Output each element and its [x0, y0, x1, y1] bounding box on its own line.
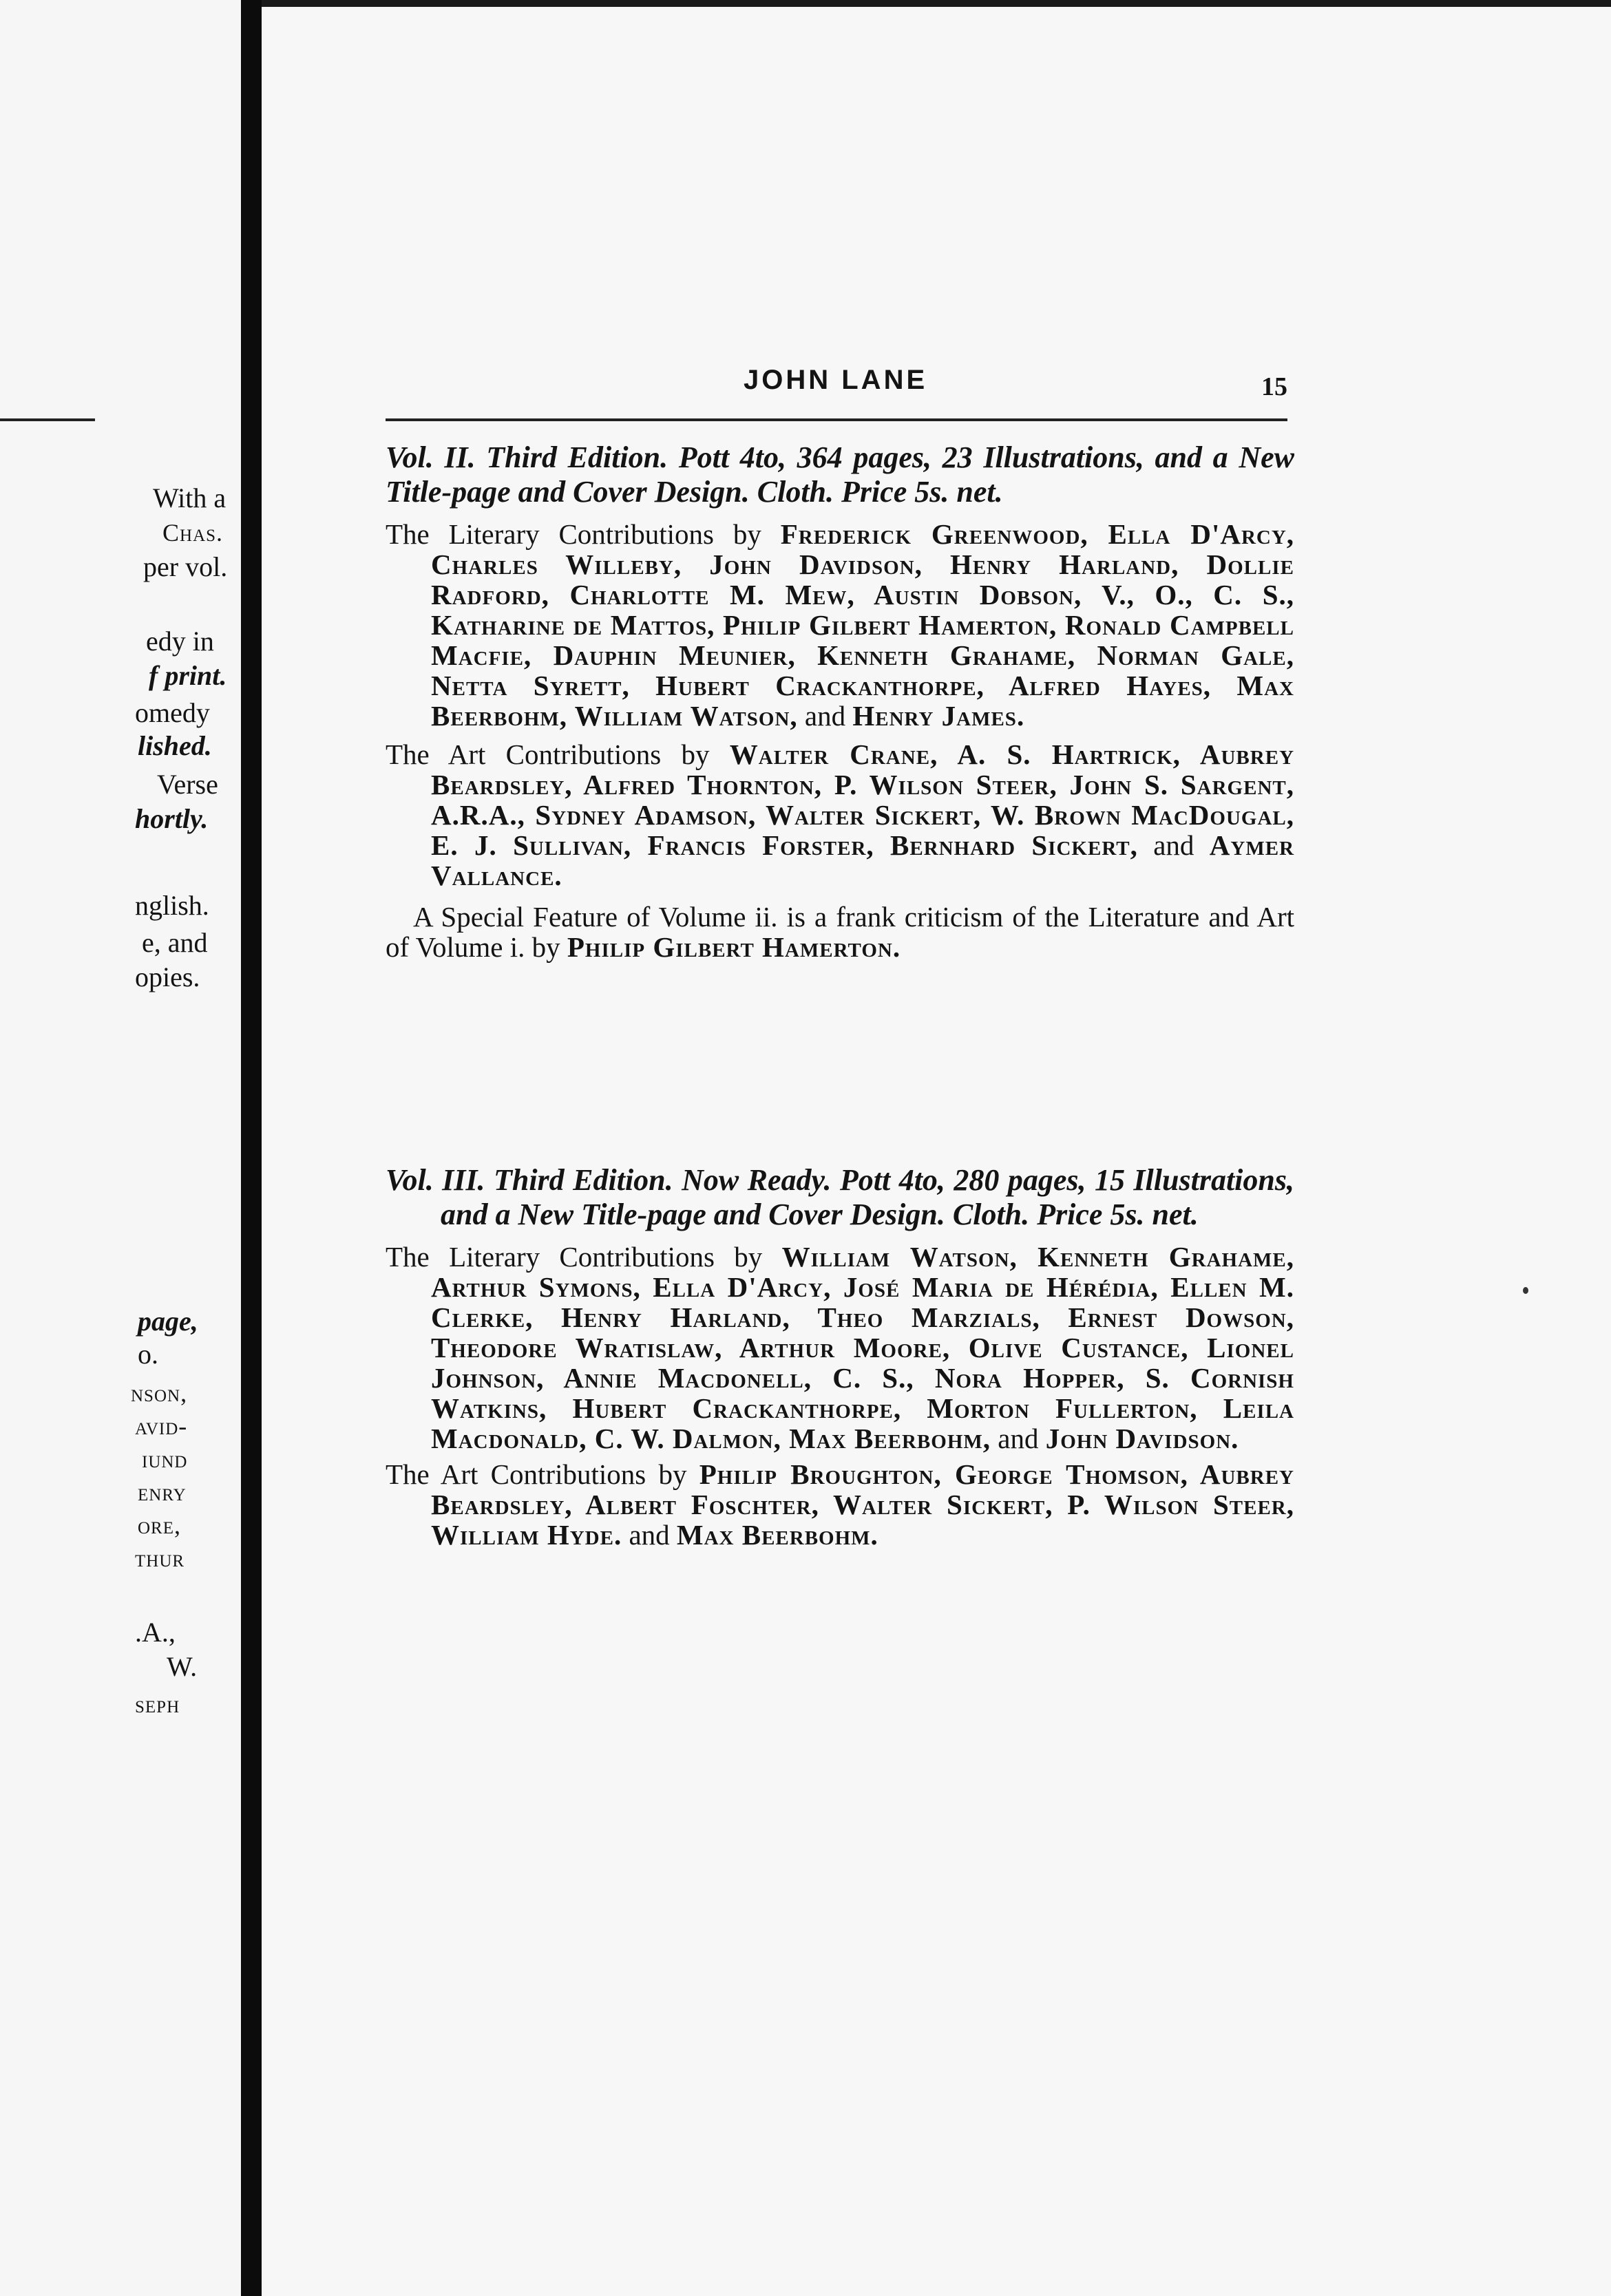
left-fragment: iund	[142, 1445, 188, 1473]
left-fragment: per vol.	[143, 551, 228, 582]
art-last-contributor: Max Beerbohm.	[676, 1519, 878, 1551]
left-fragment: lished.	[138, 730, 212, 761]
art-contributors: Walter Crane, A. S. Hartrick, Aubrey Beardsley, Alfred Thornton, P. Wilson Steer, John S. Sargent, A.R.A., Sydney Adamson, Walter Sickert, W. Brown MacDougal, E. J. Sullivan, Francis Forster, Bernhard Sickert,	[431, 738, 1295, 861]
page-top-edge	[262, 0, 1611, 7]
left-fragment: hortly.	[135, 803, 209, 834]
left-page	[0, 0, 241, 2296]
volume-iii-art-contributions	[386, 1459, 1294, 1550]
left-fragment: f print.	[149, 660, 227, 691]
ink-speck	[1523, 1287, 1528, 1294]
left-page-rule	[0, 418, 95, 421]
literary-last-contributor: Henry James.	[852, 700, 1025, 732]
volume-iii-entry	[386, 1163, 1294, 1550]
page-header	[386, 365, 1287, 406]
left-fragment: W.	[167, 1651, 198, 1682]
left-fragment: .A.,	[135, 1617, 176, 1648]
left-fragment: Verse	[157, 769, 218, 800]
art-and: and	[629, 1519, 670, 1551]
art-lead: The Art Contributions by	[386, 1458, 687, 1490]
volume-ii-art-contributions	[386, 739, 1294, 891]
left-fragment: o.	[138, 1339, 158, 1370]
left-fragment: With a	[153, 482, 227, 513]
left-fragment: edy in	[146, 626, 214, 657]
literary-and: and	[998, 1423, 1039, 1454]
left-fragment: nson,	[131, 1379, 188, 1407]
left-fragment: thur	[135, 1544, 185, 1572]
left-fragment: page,	[138, 1306, 198, 1337]
volume-ii-edition-line: Vol. II. Third Edition. Pott 4to, 364 pages, 23 Illustrations, and a New Title-page and Cover Design. Cloth. Price 5s. net.	[386, 440, 1294, 509]
left-fragment: enry	[138, 1478, 187, 1506]
left-fragment: Chas.	[162, 519, 224, 546]
header-rule	[386, 418, 1287, 421]
right-page	[262, 0, 1611, 2296]
feature-lead: A Special Feature of Volume ii. is a frank criticism of the Literature and Art of Volume i. by	[386, 901, 1294, 963]
feature-author: Philip Gilbert Hamerton.	[567, 931, 901, 963]
literary-contributors: William Watson, Kenneth Grahame, Arthur Symons, Ella D'Arcy, José Maria de Hérédia, Ellen M. Clerke, Henry Harland, Theo Marzials, Ernest Dowson, Theodore Wratislaw, Arthur Moore, Olive Custance, Lionel Johnson, Annie Macdonell, C. S., Nora Hopper, S. Cornish Watkins, Hubert Crackanthorpe, Morton Fullerton, Leila Macdonald, C. W. Dalmon, Max Beerbohm,	[431, 1241, 1295, 1454]
art-and: and	[1153, 829, 1194, 861]
left-fragment: seph	[135, 1690, 180, 1718]
volume-ii-entry	[386, 440, 1294, 962]
literary-lead: The Literary Contributions by	[386, 518, 761, 550]
left-fragment: avid-	[135, 1412, 188, 1440]
left-fragment: ore,	[138, 1511, 181, 1539]
literary-last-contributor: John Davidson.	[1045, 1423, 1239, 1454]
volume-ii-special-feature	[386, 902, 1294, 962]
literary-contributors: Frederick Greenwood, Ella D'Arcy, Charles Willeby, John Davidson, Henry Harland, Dollie Radford, Charlotte M. Mew, Austin Dobson, V., O., C. S., Katharine de Mattos, Philip Gilbert Hamerton, Ronald Campbell Macfie, Dauphin Meunier, Kenneth Grahame, Norman Gale, Netta Syrett, Hubert Crackanthorpe, Alfred Hayes, Max Beerbohm, William Watson,	[431, 518, 1295, 732]
left-fragment: e, and	[142, 927, 208, 958]
volume-iii-edition-line: Vol. III. Third Edition. Now Ready. Pott 4to, 280 pages, 15 Illustrations, and a New Title-page and Cover Design. Cloth. Price 5s. net.	[386, 1163, 1294, 1231]
art-lead: The Art Contributions by	[386, 738, 710, 770]
running-head: JOHN LANE	[744, 365, 928, 395]
volume-iii-literary-contributions	[386, 1242, 1294, 1454]
left-fragment: omedy	[135, 697, 210, 728]
left-fragment: nglish.	[135, 890, 209, 921]
book-gutter	[241, 0, 262, 2296]
literary-and: and	[804, 700, 846, 732]
art-last-contributor: Aymer Vallance.	[431, 829, 1295, 891]
volume-ii-literary-contributions	[386, 519, 1294, 731]
page-number: 15	[1261, 372, 1287, 401]
literary-lead: The Literary Contributions by	[386, 1241, 763, 1273]
art-contributors: Philip Broughton, George Thomson, Aubrey Beardsley, Albert Foschter, Walter Sickert, P. Wilson Steer, William Hyde.	[431, 1458, 1295, 1551]
left-fragment: opies.	[135, 961, 200, 992]
